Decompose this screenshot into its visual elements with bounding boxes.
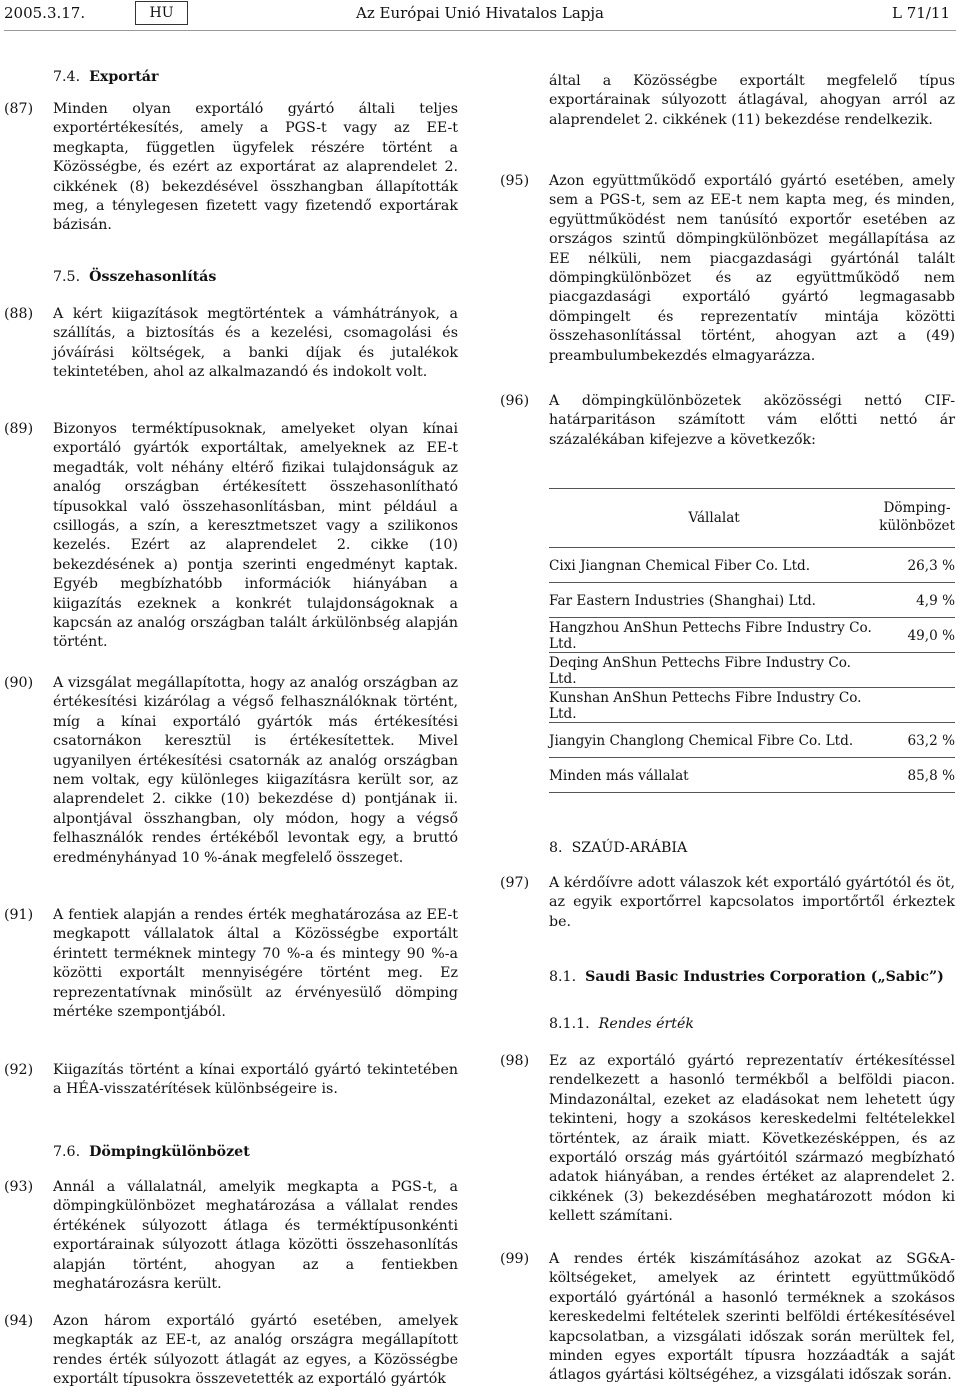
paragraph-94-continued: által a Közösségbe exportált megfelelő típus exportárainak súlyozott átlagával, ahogyan arról az alaprendelet 2. cikkének (11) bekezdése rendelkezik. (549, 73, 955, 128)
table-row (549, 583, 955, 618)
table-row (549, 723, 955, 758)
heading-title: Összehasonlítás (89, 269, 217, 285)
dumping-margin-table (549, 488, 955, 793)
heading-7-4 (53, 68, 158, 87)
table-row (549, 688, 955, 723)
table-row (549, 548, 955, 583)
table-header-margin-text: Dömping-különbözet (879, 500, 955, 534)
table-cell-margin (879, 688, 955, 723)
table-cell-company: Minden más vállalat (549, 758, 879, 793)
heading-number: 7.4. (53, 69, 81, 85)
paragraph-number-96: (96) (500, 393, 530, 409)
publication-date: 2005.3.17. (4, 4, 86, 22)
heading-number: 7.5. (53, 269, 81, 285)
heading-8 (549, 839, 687, 858)
table-cell-margin: 26,3 % (879, 548, 955, 583)
table-cell-company: Hangzhou AnShun Pettechs Fibre Industry Co. Ltd. (549, 618, 879, 653)
table-header-margin (879, 489, 955, 548)
paragraph-number-90: (90) (4, 675, 34, 691)
paragraph-97: A kérdőívre adott válaszok két exportáló gyártótól és öt, az egyik exportőrrel kapcsolatos importőrtől érkeztek be. (549, 875, 955, 930)
table-header-company: Vállalat (549, 489, 879, 548)
heading-8-1 (549, 968, 944, 987)
paragraph-number-88: (88) (4, 306, 34, 322)
paragraph-91: A fentiek alapján a rendes érték meghatározása az EE-t megkapott vállalatok által a Közösségbe exportált érintett terméknek mintegy 70 %-a és mintegy 90 %-a közötti exportált mennyiségére történt meg. Ez reprezentatívnak minősült az érvényesülő dömping mértéke szempontjából. (53, 907, 458, 1021)
table-cell-company: Jiangyin Changlong Chemical Fibre Co. Ltd. (549, 723, 879, 758)
paragraph-88: A kért kiigazítások megtörténtek a vámhátrányok, a szállítás, a biztosítás és a kezelési, csomagolási és jóváírási költségek, a banki díjak és jutalékok tekintetében, ahol az alkalmazandó és indokolt volt. (53, 306, 458, 381)
paragraph-94: Azon három exportáló gyártó esetében, amelyek megkapták az EE-t, az analóg országra megállapított rendes érték súlyozott átlagát az egyes, a Közösségbe exportált típusokra összevetették az exportáló gyártók (53, 1313, 458, 1388)
paragraph-number-98: (98) (500, 1053, 530, 1069)
paragraph-96: A dömpingkülönbözetek aközösségi nettó CIF-határparitáson számított vám előtti nettó ár százalékában kifejezve a következők: (549, 393, 955, 448)
paragraph-number-99: (99) (500, 1251, 530, 1267)
heading-number: 8.1.1. (549, 1016, 590, 1032)
header-divider (4, 30, 956, 31)
paragraph-number-95: (95) (500, 173, 530, 189)
paragraph-95: Azon együttműködő exportáló gyártó esetében, amely sem a PGS-t, sem az EE-t nem kapta meg, és minden, együttműködést nem tanúsító exportőr esetében az országos szintű dömpingkülönbözet megállapítása az EE nélküli, nem piacgazdasági gyártónál talált dömpingkülönbözet és az együttműködő nem piacgazdasági exportáló gyártó legmagasabb dömpingelt és reprezentatív mintája közötti összehasonlítással történt, ahogyan azt a (49) preambulumbekezdés elmagyarázza. (549, 173, 955, 364)
journal-title: Az Európai Unió Hivatalos Lapja (356, 4, 604, 22)
heading-title: Rendes érték (598, 1016, 694, 1032)
table-cell-company: Far Eastern Industries (Shanghai) Ltd. (549, 583, 879, 618)
table-cell-margin: 85,8 % (879, 758, 955, 793)
paragraph-number-89: (89) (4, 421, 34, 437)
paragraph-number-87: (87) (4, 101, 34, 117)
heading-7-5 (53, 268, 216, 287)
paragraph-99: A rendes érték kiszámításához azokat az SG&A-költségeket, amelyek az érintett együttműködő exportáló gyártónál a hasonló terméknek a szokásos kereskedelmi feltételek szerinti belföldi értékesítésével kapcsolatban, a vizsgálati időszak során merültek fel, minden egyes exportált típusra hozzáadták a saját átlagos gyártási költségéhez, a vizsgálati időszak során. (549, 1251, 955, 1384)
heading-title: SZAÚD-ARÁBIA (571, 840, 688, 856)
paragraph-89: Bizonyos terméktípusoknak, amelyeket olyan kínai exportáló gyártók exportáltak, amelyeknek az EE-t megadták, volt néhány eltérő fizikai tulajdonságuk az analóg országban értékesített összehasonlítható típusokkal való összehasonlításban, mint például a csillogás, a szín, a keresztmetszet vagy a szilikonos kezelés. Ezért az alaprendelet 2. cikke (10) bekezdésének a) pontja szerinti engedményt kaptak. Egyéb megbízhatóbb információk hiányában a kiigazítás ezeknek a konkrét tulajdonságoknak a kapcsán az analóg országban talált árkülönbség alapján történt. (53, 421, 458, 651)
paragraph-90: A vizsgálat megállapította, hogy az analóg országban az értékesítési kizárólag a végső felhasználóknak történt, míg a kínai exportáló gyártók más értékesítési csatornákon keresztül is értékesítettek. Mivel ugyanilyen értékesítési csatornák az analóg országban nem voltak, egy különleges kiigazításra került sor, az alaprendelet 2. cikke (10) bekezdése d) pontjának ii. alpontjával összhangban, oly módon, hogy a végső felhasználók rendes értékéből levontak egy, a bruttó eredményhányad 10 %-ának megfelelő összeget. (53, 675, 458, 866)
table-row (549, 758, 955, 793)
heading-number: 7.6. (53, 1144, 81, 1160)
table-cell-margin: 49,0 % (879, 618, 955, 653)
page-header (0, 0, 960, 40)
table-cell-margin: 63,2 % (879, 723, 955, 758)
paragraph-number-97: (97) (500, 875, 530, 891)
paragraph-87: Minden olyan exportáló gyártó általi teljes exportértékesítés, amely a PGS-t vagy az EE-t megkapta, független ügyfelek részére történt a Közösségbe, és ezért az exportárat az alaprendelet 2. cikkének (8) bekezdésével összhangban állapították meg, a ténylegesen fizetett vagy fizetendő exportárak bázisán. (53, 101, 458, 234)
table-cell-margin (879, 653, 955, 688)
paragraph-98: Ez az exportáló gyártó reprezentatív értékesítéssel rendelkezett a hasonló termékből a belföldi piacon. Mindazonáltal, ezeket az eladásokat nem lehetett úgy tekinteni, hogy a szokásos kereskedelmi feltételekkel történtek, az áraik miatt. Következésképpen, és az exportáló ország más gyártóitól származó megbízható adatok hiányában, a rendes értéket az alaprendelet 2. cikkének (3) bekezdésében meghatározott módon ki kellett számítani. (549, 1053, 955, 1225)
heading-7-6 (53, 1143, 250, 1162)
heading-8-1-1 (549, 1015, 694, 1034)
heading-title: Saudi Basic Industries Corporation („Sabic”) (585, 969, 944, 985)
paragraph-number-91: (91) (4, 907, 34, 923)
table-row (549, 618, 955, 653)
paragraph-number-92: (92) (4, 1062, 34, 1078)
paragraph-number-94: (94) (4, 1313, 34, 1329)
heading-title: Exportár (89, 69, 159, 85)
table-cell-company: Deqing AnShun Pettechs Fibre Industry Co. Ltd. (549, 653, 879, 688)
heading-title: Dömpingkülönbözet (89, 1144, 250, 1160)
table-header-row (549, 489, 955, 548)
table-cell-margin: 4,9 % (879, 583, 955, 618)
heading-number: 8.1. (549, 969, 577, 985)
table-cell-company: Kunshan AnShun Pettechs Fibre Industry Co. Ltd. (549, 688, 879, 723)
paragraph-93: Annál a vállalatnál, amelyik megkapta a PGS-t, a dömpingkülönbözet meghatározása a vállalat rendes értékének súlyozott átlaga és terméktípusonkénti exportárainak súlyozott átlaga közötti összehasonlítás alapján történt, ahogyan az a fentiekben meghatározásra került. (53, 1179, 458, 1293)
paragraph-92: Kiigazítás történt a kínai exportáló gyártó tekintetében a HÉA-visszatérítések különbségeire is. (53, 1062, 458, 1098)
paragraph-number-93: (93) (4, 1179, 34, 1195)
heading-number: 8. (549, 840, 563, 856)
language-badge: HU (135, 1, 188, 25)
table-cell-company: Cixi Jiangnan Chemical Fiber Co. Ltd. (549, 548, 879, 583)
page-number: L 71/11 (892, 4, 950, 22)
table-row (549, 653, 955, 688)
